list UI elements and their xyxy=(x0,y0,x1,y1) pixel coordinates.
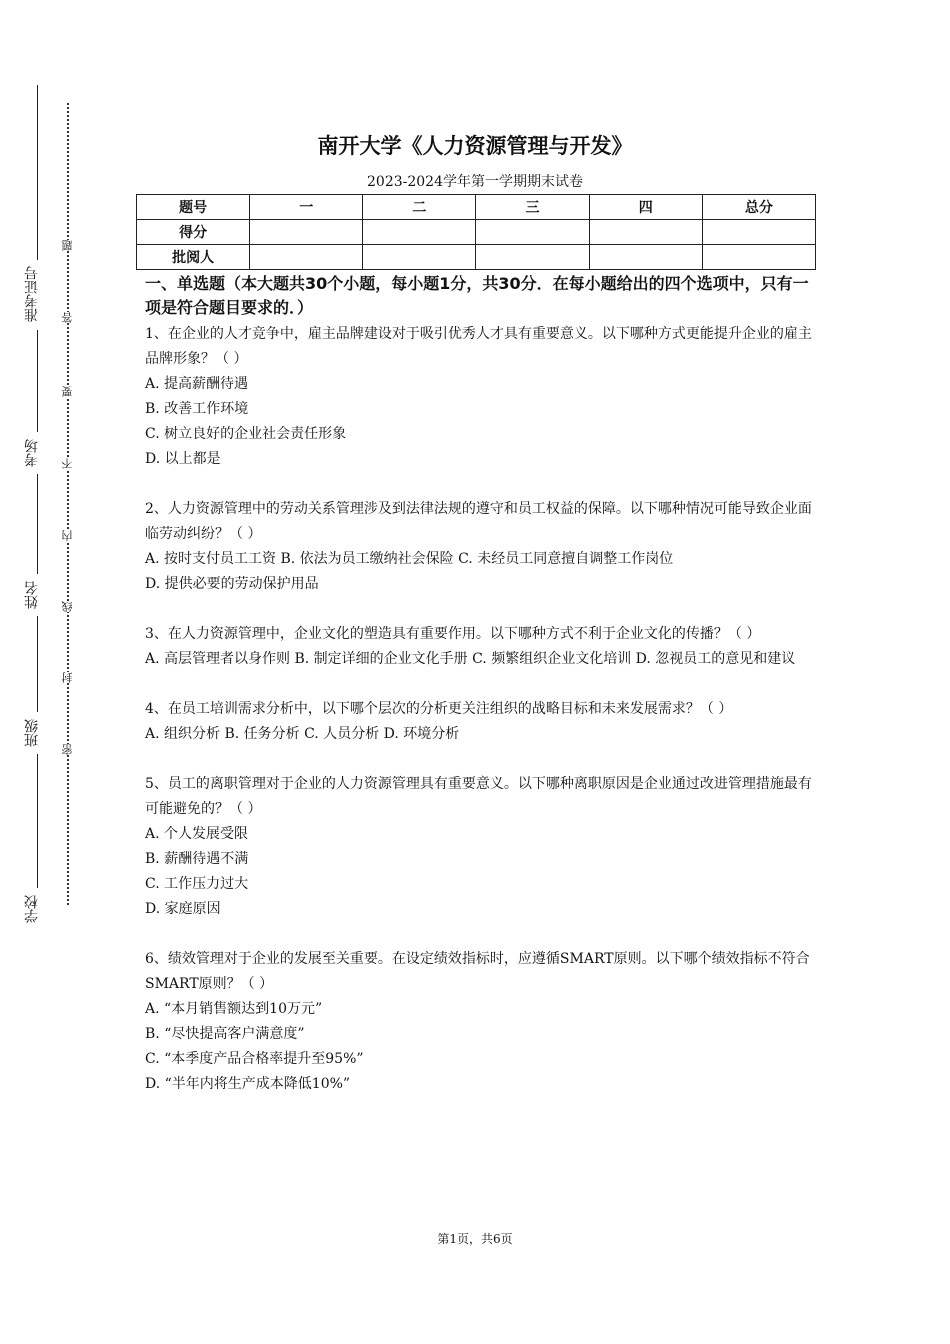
option: B. 改善工作环境 xyxy=(145,401,249,417)
option-line: A. 按时支付员工工资 B. 依法为员工缴纳社会保险 C. 未经员工同意擅自调整工作岗位 xyxy=(145,551,674,567)
exam-content xyxy=(145,272,815,1122)
option: C. 工作压力过大 xyxy=(145,876,249,892)
seal-char: 不 xyxy=(61,458,74,469)
score-header-cell: 总分 xyxy=(702,195,815,220)
score-cell xyxy=(363,220,476,245)
score-cell xyxy=(476,245,589,270)
seal-char: 密 xyxy=(61,744,74,755)
field-line xyxy=(37,474,38,574)
score-row-label: 批阅人 xyxy=(137,245,250,270)
option: D. 以上都是 xyxy=(145,451,221,467)
score-cell xyxy=(702,220,815,245)
score-cell xyxy=(702,245,815,270)
question-stem: 2、人力资源管理中的劳动关系管理涉及到法律法规的遵守和员工权益的保障。以下哪种情况可能导致企业面临劳动纠纷？（ ） xyxy=(145,501,812,542)
field-label-class: 班级 xyxy=(24,719,40,747)
question-stem: 6、绩效管理对于企业的发展至关重要。在设定绩效指标时，应遵循SMART原则。以下哪个绩效指标不符合SMART原则？（ ） xyxy=(145,951,810,992)
seal-dotted-line xyxy=(67,103,69,905)
question-stem: 4、在员工培训需求分析中，以下哪个层次的分析更关注组织的战略目标和未来发展需求？（ ） xyxy=(145,701,733,717)
question-stem: 5、员工的离职管理对于企业的人力资源管理具有重要意义。以下哪种离职原因是企业通过改进管理措施最有可能避免的？（ ） xyxy=(145,776,812,817)
score-table-row xyxy=(137,245,816,270)
question xyxy=(145,772,815,922)
question-stem: 3、在人力资源管理中，企业文化的塑造具有重要作用。以下哪种方式不利于企业文化的传播？（ ） xyxy=(145,626,761,642)
score-header-cell: 题号 xyxy=(137,195,250,220)
field-label-exam-room: 考场 xyxy=(24,439,40,467)
question xyxy=(145,497,815,597)
question xyxy=(145,322,815,472)
binding-margin xyxy=(0,0,110,1344)
option: A. 个人发展受限 xyxy=(145,826,249,842)
question xyxy=(145,947,815,1097)
option: B. 薪酬待遇不满 xyxy=(145,851,249,867)
field-label-school: 学校 xyxy=(24,895,40,923)
score-header-cell: 四 xyxy=(589,195,702,220)
option: A. “本月销售额达到10万元” xyxy=(145,1001,323,1017)
option-line: A. 高层管理者以身作则 B. 制定详细的企业文化手册 C. 频繁组织企业文化培训 D. 忽视员工的意见和建议 xyxy=(145,651,796,667)
seal-char: 要 xyxy=(61,386,74,397)
page-footer: 第1页，共6页 xyxy=(437,1232,513,1246)
field-line xyxy=(37,616,38,712)
field-label-name: 姓名 xyxy=(24,581,40,609)
option: D. 家庭原因 xyxy=(145,901,221,917)
score-cell xyxy=(589,220,702,245)
score-cell xyxy=(589,245,702,270)
score-cell xyxy=(250,220,363,245)
field-line xyxy=(37,754,38,888)
option: C. “本季度产品合格率提升至95%” xyxy=(145,1051,364,1067)
score-header-cell: 一 xyxy=(250,195,363,220)
option-line: A. 组织分析 B. 任务分析 C. 人员分析 D. 环境分析 xyxy=(145,726,460,742)
score-row-label: 得分 xyxy=(137,220,250,245)
exam-subtitle: 2023-2024学年第一学期期末试卷 xyxy=(367,174,583,190)
score-header-cell: 二 xyxy=(363,195,476,220)
question xyxy=(145,622,815,672)
score-table-header-row xyxy=(137,195,816,220)
score-table xyxy=(136,194,816,270)
score-table-row xyxy=(137,220,816,245)
seal-char: 封 xyxy=(61,672,74,683)
field-line xyxy=(37,330,38,432)
exam-title: 南开大学《人力资源管理与开发》 xyxy=(317,134,633,158)
seal-char: 答 xyxy=(61,312,74,323)
score-cell xyxy=(250,245,363,270)
option: D. “半年内将生产成本降低10%” xyxy=(145,1076,351,1092)
field-label-exam-id: 准考证号 xyxy=(24,266,40,322)
option: A. 提高薪酬待遇 xyxy=(145,376,249,392)
option: C. 树立良好的企业社会责任形象 xyxy=(145,426,347,442)
question-stem: 1、在企业的人才竞争中，雇主品牌建设对于吸引优秀人才具有重要意义。以下哪种方式更能提升企业的雇主品牌形象？（ ） xyxy=(145,326,812,367)
score-cell xyxy=(476,220,589,245)
score-header-cell: 三 xyxy=(476,195,589,220)
seal-char: 内 xyxy=(61,530,74,541)
score-cell xyxy=(363,245,476,270)
seal-char: 线 xyxy=(61,601,74,612)
option: D. 提供必要的劳动保护用品 xyxy=(145,576,319,592)
seal-char: 题 xyxy=(61,240,74,251)
section-heading: 一、单选题（本大题共30个小题，每小题1分，共30分．在每小题给出的四个选项中，只有一项是符合题目要求的．） xyxy=(145,274,809,317)
question xyxy=(145,697,815,747)
option: B. “尽快提高客户满意度” xyxy=(145,1026,305,1042)
